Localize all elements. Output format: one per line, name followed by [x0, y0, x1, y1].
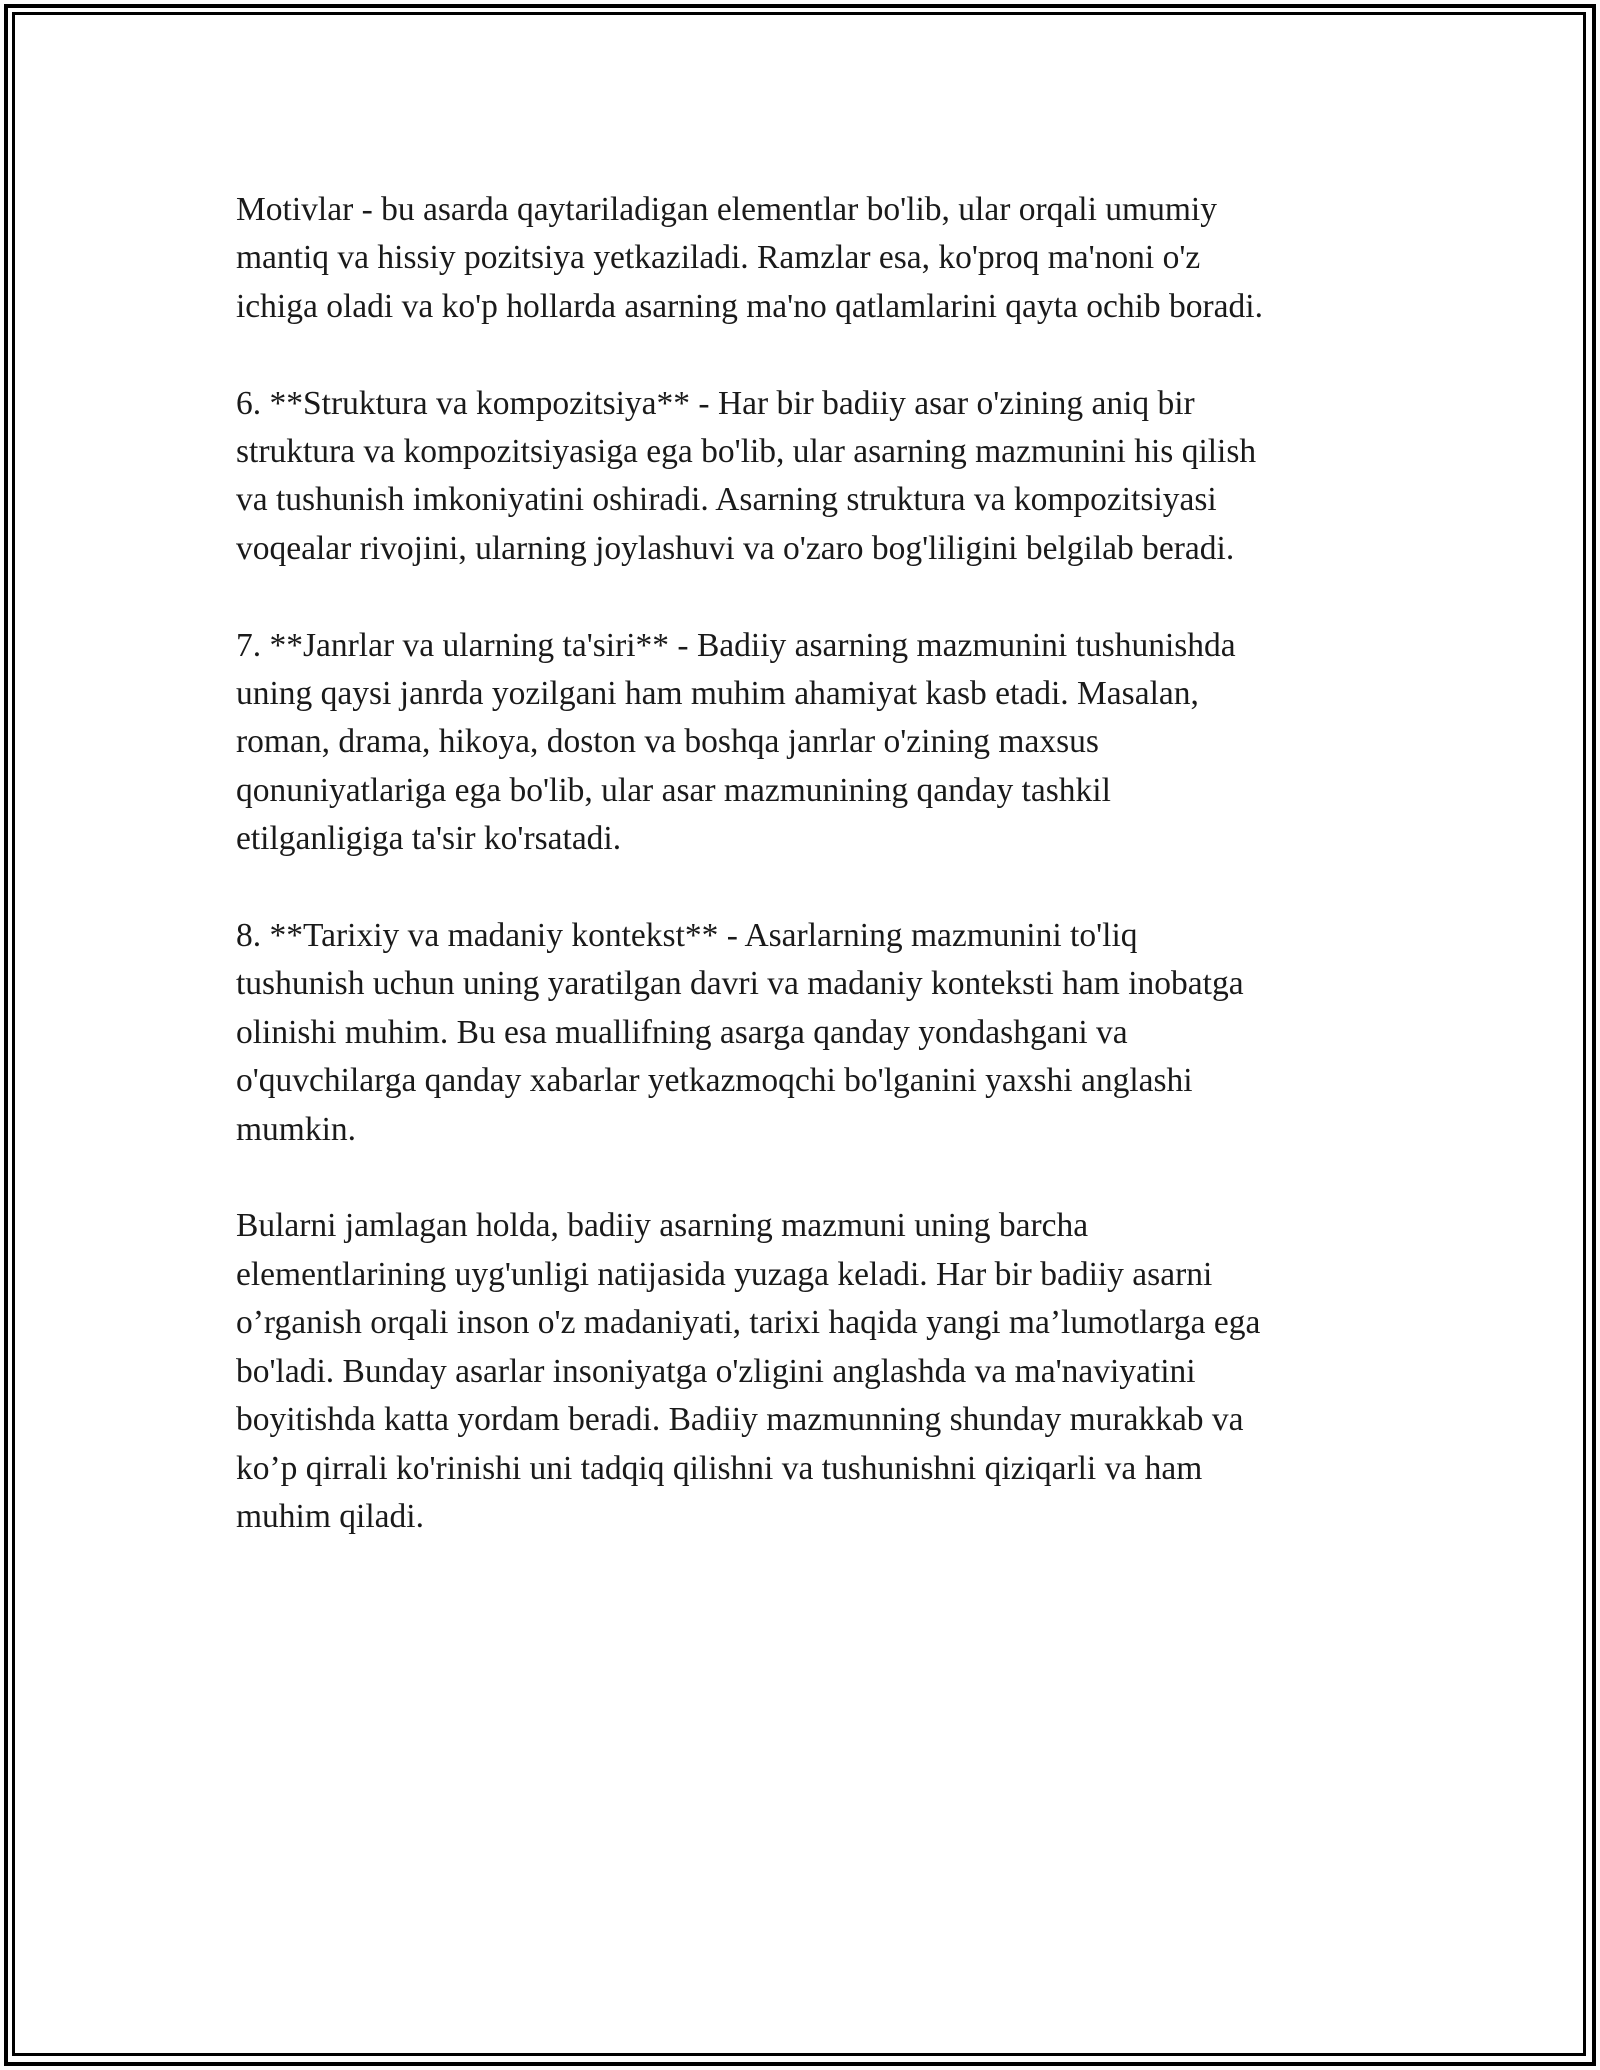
- paragraph-line: voqealar rivojini, ularning joylashuvi va o'zaro bog'liligini belgilab beradi.: [236, 529, 1235, 567]
- document-body: [236, 186, 1386, 1590]
- paragraph-line: 7. **Janrlar va ularning ta'siri** - Badiiy asarning mazmunini tushunishda: [236, 626, 1236, 664]
- paragraph-line: elementlarining uyg'unligi natijasida yuzaga keladi. Har bir badiiy asarni: [236, 1255, 1213, 1293]
- paragraph-line: 8. **Tarixiy va madaniy kontekst** - Asarlarning mazmunini to'liq: [236, 917, 1138, 955]
- paragraph-line: Bularni jamlagan holda, badiiy asarning mazmuni uning barcha: [236, 1207, 1089, 1245]
- paragraph-line: qonuniyatlariga ega bo'lib, ular asar mazmunining qanday tashkil: [236, 771, 1111, 809]
- paragraph-line: mumkin.: [236, 1110, 357, 1148]
- paragraph-line: 6. **Struktura va kompozitsiya** - Har bir badiiy asar o'zining aniq bir: [236, 384, 1195, 422]
- paragraph-line: ko’p qirrali ko'rinishi uni tadqiq qilishni va tushunishni qiziqarli va ham: [236, 1449, 1203, 1487]
- paragraph-line: struktura va kompozitsiyasiga ega bo'lib, ular asarning mazmunini his qilish: [236, 433, 1257, 471]
- paragraph-struktura: [236, 380, 1386, 574]
- paragraph-line: etilganligiga ta'sir ko'rsatadi.: [236, 820, 622, 858]
- paragraph-line: olinishi muhim. Bu esa muallifning asarga qanday yondashgani va: [236, 1013, 1128, 1051]
- paragraph-line: muhim qiladi.: [236, 1497, 424, 1535]
- paragraph-line: boyitishda katta yordam beradi. Badiiy mazmunning shunday murakkab va: [236, 1401, 1244, 1439]
- paragraph-tarixiy: [236, 912, 1386, 1154]
- paragraph-janrlar: [236, 622, 1386, 864]
- paragraph-line: bo'ladi. Bunday asarlar insoniyatga o'zligini anglashda va ma'naviyatini: [236, 1352, 1196, 1390]
- paragraph-line: ichiga oladi va ko'p hollarda asarning ma'no qatlamlarini qayta ochib boradi.: [236, 287, 1263, 325]
- paragraph-line: uning qaysi janrda yozilgani ham muhim ahamiyat kasb etadi. Masalan,: [236, 675, 1199, 713]
- paragraph-line: o'quvchilarga qanday xabarlar yetkazmoqchi bo'lganini yaxshi anglashi: [236, 1062, 1193, 1100]
- paragraph-line: o’rganish orqali inson o'z madaniyati, tarixi haqida yangi ma’lumotlarga ega: [236, 1304, 1261, 1342]
- paragraph-line: va tushunish imkoniyatini oshiradi. Asarning struktura va kompozitsiyasi: [236, 481, 1217, 519]
- paragraph-line: tushunish uchun uning yaratilgan davri va madaniy konteksti ham inobatga: [236, 965, 1244, 1003]
- paragraph-line: mantiq va hissiy pozitsiya yetkaziladi. Ramzlar esa, ko'proq ma'noni o'z: [236, 239, 1201, 277]
- paragraph-line: roman, drama, hikoya, doston va boshqa janrlar o'zining maxsus: [236, 723, 1099, 761]
- paragraph-motivlar: [236, 186, 1386, 331]
- paragraph-xulosa: [236, 1202, 1386, 1541]
- paragraph-line: Motivlar - bu asarda qaytariladigan elementlar bo'lib, ular orqali umumiy: [236, 191, 1217, 228]
